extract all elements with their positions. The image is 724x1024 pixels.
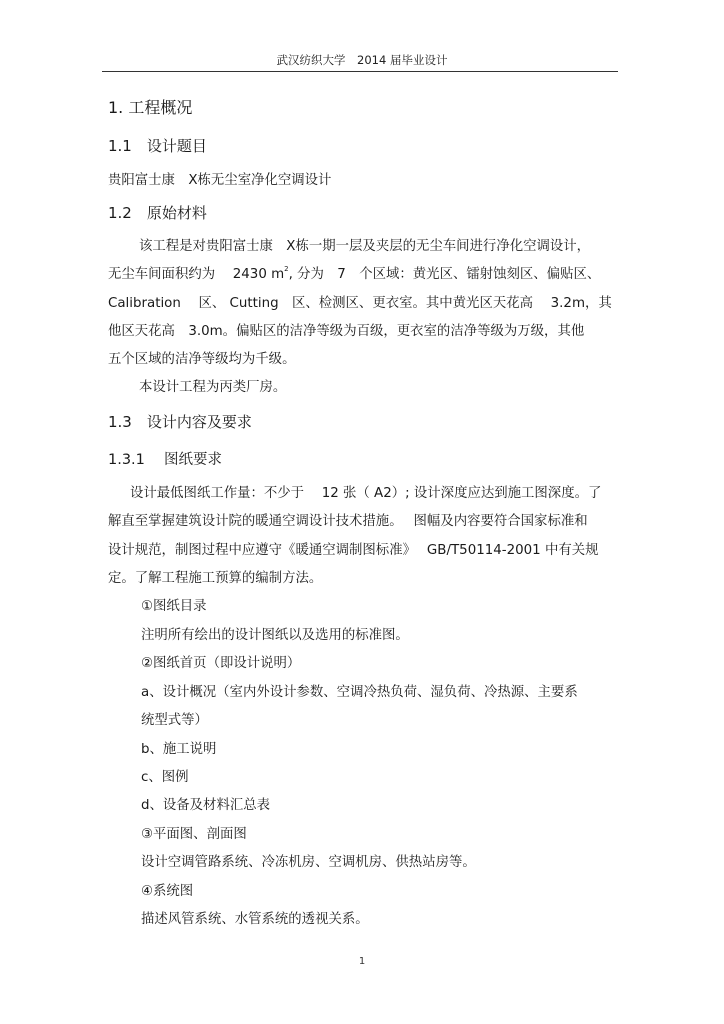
list-item: 描述风管系统、水管系统的透视关系。 [141,912,369,927]
para1-line2 [108,266,600,284]
list-item: 设计空调管路系统、冷冻机房、空调机房、供热站房等。 [141,855,476,870]
para1-line1: 该工程是对贵阳富士康 X栋一期一层及夹层的无尘车间进行净化空调设计， [139,239,591,254]
para1-line2-b: , 分为 7 个区域：黄光区、镭射蚀刻区、偏贴区、 [288,267,601,282]
list-item: 统型式等） [141,713,208,728]
list-item: b、施工说明 [141,742,217,757]
heading-1: 1. 工程概况 [108,98,193,117]
design-title: 贵阳富士康 X栋无尘室净化空调设计 [108,173,332,188]
list-item: c、图例 [141,770,189,785]
page-header: 武汉纺织大学 2014 届毕业设计 [276,53,448,67]
para3-line3: 设计规范，制图过程中应遵守《暖通空调制图标准》 GB/T50114-2001 中有关规 [108,543,599,558]
para2: 本设计工程为丙类厂房。 [139,380,287,395]
para3-line2: 解直至掌握建筑设计院的暖通空调设计技术措施。 图幅及内容要符合国家标准和 [108,514,588,529]
para3-line1: 设计最低图纸工作量：不少于 12 张（ A2）; 设计深度应达到施工图深度。了 [130,486,602,501]
list-item: 注明所有绘出的设计图纸以及选用的标准图。 [141,628,409,643]
list-item: d、设备及材料汇总表 [141,798,271,813]
list-item: ①图纸目录 [141,599,207,614]
list-item: ③平面图、剖面图 [141,827,247,842]
heading-1-1: 1.1 设计题目 [108,137,207,155]
list-item: ④系统图 [141,884,194,899]
para1-line3: Calibration 区、 Cutting 区、检测区、更衣室。其中黄光区天花高 3.2m，其 [108,296,612,311]
heading-1-3-1: 1.3.1 图纸要求 [108,452,223,468]
para3-line4: 定。了解工程施工预算的编制方法。 [108,571,323,586]
page-number: 1 [358,956,366,967]
para1-line5: 五个区域的洁净等级均为千级。 [108,352,296,367]
heading-1-2: 1.2 原始材料 [108,204,207,222]
header-rule [102,71,618,72]
para1-line4: 他区天花高 3.0m。偏贴区的洁净等级为百级，更衣室的洁净等级为万级，其他 [108,324,585,339]
heading-1-3: 1.3 设计内容及要求 [108,413,252,431]
list-item: a、设计概况（室内外设计参数、空调冷热负荷、湿负荷、冷热源、主要系 [141,685,578,700]
superscript-2: 2 [284,265,289,273]
para1-line2-a: 无尘车间面积约为 2430 m [108,267,285,282]
list-item: ②图纸首页（即设计说明） [141,656,301,671]
